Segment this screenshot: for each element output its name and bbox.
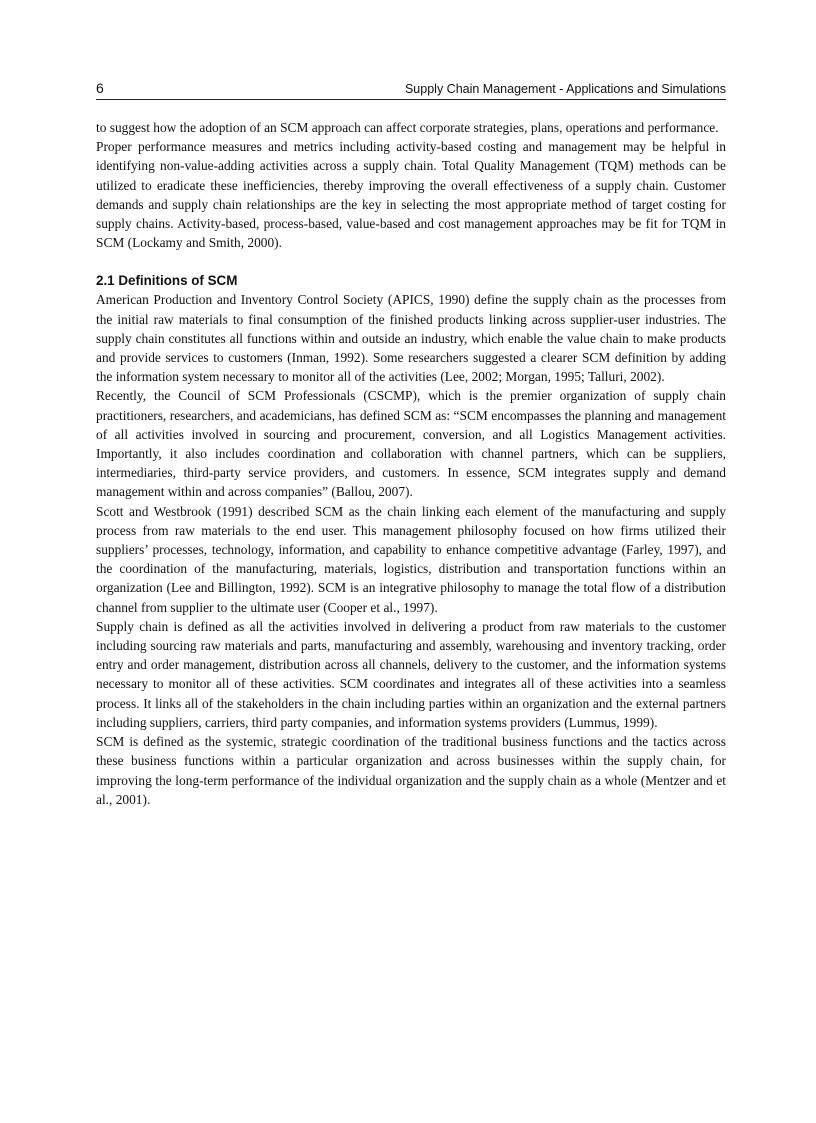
page-body (96, 118, 726, 809)
body-paragraph: Recently, the Council of SCM Professionals (CSCMP), which is the premier organization of supply chain practitioners, researchers, and academicians, has defined SCM as: “SCM encompasses the planning and management of all activities involved in sourcing and procurement, conversion, and all Logistics Management activities. Importantly, it also includes coordination and collaboration with channel partners, which can be suppliers, intermediaries, third-party service providers, and customers. In essence, SCM integrates supply and demand management within and across companies” (Ballou, 2007). (96, 388, 726, 500)
page-number: 6 (96, 80, 104, 96)
body-paragraph: to suggest how the adoption of an SCM approach can affect corporate strategies, plans, operations and performance. (96, 120, 719, 135)
page-header (96, 79, 726, 100)
body-paragraph: Scott and Westbrook (1991) described SCM as the chain linking each element of the manufacturing and supply process from raw materials to the end user. This management philosophy focused on how firms utilized their suppliers’ processes, technology, information, and capability to enhance competitive advantage (Farley, 1997), and the coordination of the manufacturing, materials, logistics, distribution and transportation functions within an organization (Lee and Billington, 1992). SCM is an integrative philosophy to manage the total flow of a distribution channel from supplier to the ultimate user (Cooper et al., 1997). (96, 503, 726, 615)
body-paragraph: SCM is defined as the systemic, strategic coordination of the traditional business functions and the tactics across these business functions within a particular organization and across businesses within the supply chain, for improving the long-term performance of the individual organization and the supply chain as a whole (Mentzer and et al., 2001). (96, 734, 726, 807)
body-paragraph: Proper performance measures and metrics including activity-based costing and management may be helpful in identifying non-value-adding activities across a supply chain. Total Quality Management (TQM) methods can be utilized to eradicate these inefficiencies, thereby improving the overall effectiveness of a supply chain. Customer demands and supply chain relationships are the key in selecting the most appropriate method of target costing for supply chains. Activity-based, process-based, value-based and cost management approaches may be fit for TQM in SCM (Lockamy and Smith, 2000). (96, 139, 726, 251)
body-paragraph: Supply chain is defined as all the activities involved in delivering a product from raw materials to the customer including sourcing raw materials and parts, manufacturing and assembly, warehousing and inventory tracking, order entry and order management, distribution across all channels, delivery to the customer, and the information systems necessary to monitor all of these activities. SCM coordinates and integrates all of these activities into a seamless process. It links all of the stakeholders in the chain including parties within an organization and the external partners including suppliers, carriers, third party companies, and information systems providers (Lummus, 1999). (96, 618, 726, 730)
section-heading: 2.1 Definitions of SCM (96, 273, 238, 289)
body-paragraph: American Production and Inventory Control Society (APICS, 1990) define the supply chain as the processes from the initial raw materials to final consumption of the finished products linking across supplier-user industries. The supply chain constitutes all functions within and outside an industry, which enable the value chain to make products and provide services to customers (Inman, 1992). Some researchers suggested a clearer SCM definition by adding the information system necessary to monitor all of the activities (Lee, 2002; Morgan, 1995; Talluri, 2002). (96, 292, 726, 385)
running-title: Supply Chain Management - Applications and Simulations (404, 82, 726, 96)
